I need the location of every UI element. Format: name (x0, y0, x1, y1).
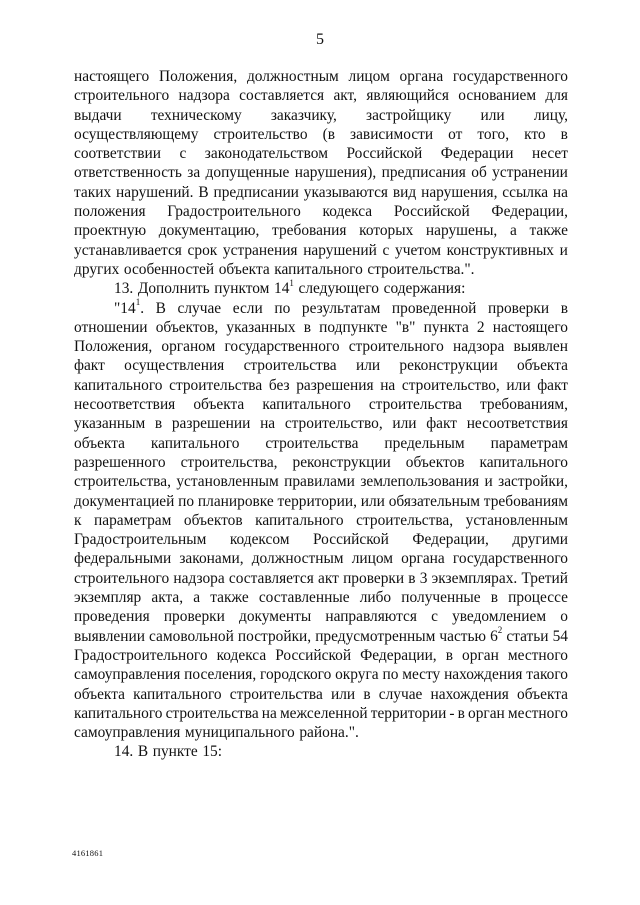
text-line: строительного надзора составляется акт проверки в 3 экземплярах. Третий (74, 569, 568, 587)
text-line: положения Градостроительного кодекса Российской Федерации, (74, 203, 568, 221)
text-line: несоответствия объекта капитального строительства требованиям, (74, 396, 568, 414)
text-line: выявлении самовольной постройки, предусмотренным частью $6^2$ статьи 54 (74, 625, 568, 645)
text-line: соответствии с законодательством Российской Федерации несет (74, 145, 568, 163)
text-line: проведения проверки документы направляются с уведомлением о (74, 608, 568, 626)
text-line: Положения, органом государственного строительного надзора выявлен (74, 338, 568, 356)
text-line: устанавливается срок устранения нарушений с учетом конструктивных и (74, 241, 568, 259)
text-line: строительства, установленным правилами землепользования и застройки, (74, 473, 568, 491)
text-line: осуществляющему строительство (в зависимости от того, кто в (74, 125, 568, 143)
text-line: таких нарушений. В предписании указываются вид нарушения, ссылка на (74, 183, 568, 201)
text-line: проектную документацию, требования которых нарушены, а также (74, 222, 568, 240)
text-line: указанным в разрешении на строительство, или факт несоответствия (74, 415, 568, 433)
text-line: капитального строительства без разрешения на строительство, или факт (74, 376, 568, 394)
text-line: строительного надзора составляется акт, являющийся основанием для (74, 87, 568, 105)
text-line: 13. Дополнить пунктом $14^1$ следующего содержания: (114, 278, 466, 298)
text-line: "$14^1$. В случае если по результатам проведенной проверки в (114, 297, 568, 317)
text-line: настоящего Положения, должностным лицом органа государственного (74, 68, 568, 85)
page-number: 5 (316, 31, 324, 48)
text-line: Градостроительным кодексом Российской Федерации, другими (74, 531, 568, 549)
text-line: к параметрам объектов капитального строительства, установленным (74, 511, 568, 529)
text-line: капитального строительства на межселенной территории - в орган местного (74, 704, 568, 722)
document-code: 4161861 (72, 848, 104, 858)
document-body-text (74, 67, 568, 762)
text-line: отношении объектов, указанных в подпункте "в" пункта 2 настоящего (74, 318, 568, 336)
text-line: выдачи техническому заказчику, застройщику или лицу, (74, 106, 568, 124)
text-line: экземпляр акта, а также составленные либо полученные в процессе (74, 589, 568, 607)
text-line: объекта капитального строительства или в случае нахождения объекта (74, 685, 568, 703)
text-line: документацией по планировке территории, или обязательным требованиям (74, 492, 568, 510)
text-line: объекта капитального строительства предельным параметрам (74, 434, 568, 452)
text-line: Градостроительного кодекса Российской Федерации, в орган местного (74, 646, 568, 664)
text-line: других особенностей объекта капитального строительства.". (74, 260, 475, 278)
text-line: самоуправления муниципального района.". (74, 724, 359, 742)
text-line: ответственность за допущенные нарушения), предписания об устранении (74, 164, 568, 182)
text-line: самоуправления поселения, городского округа по месту нахождения такого (74, 666, 568, 684)
text-line: 14. В пункте 15: (114, 743, 223, 761)
text-line: разрешенного строительства, реконструкции объектов капитального (74, 453, 568, 471)
text-line: федеральными законами, должностным лицом органа государственного (74, 550, 568, 568)
text-line: факт осуществления строительства или реконструкции объекта (74, 357, 568, 375)
